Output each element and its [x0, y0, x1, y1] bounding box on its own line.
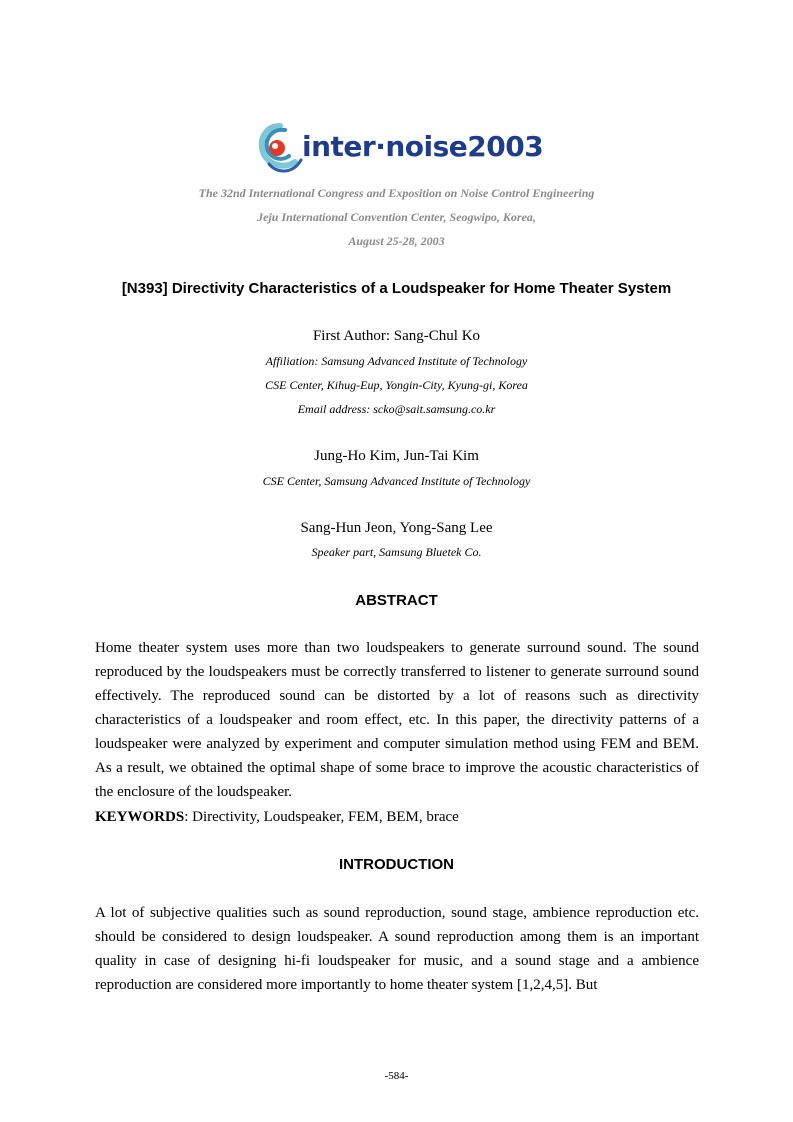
- swirl-logo-icon: [255, 120, 305, 178]
- abstract-text: Home theater system uses more than two loudspeakers to generate surround sound. The sound reproduced by the loudspeakers must be correctly transferred to listener to generate surround sound effectively. The reproduced sound can be distorted by a lot of reasons such as directivity characteristics of a loudspeaker and room effect, etc. In this paper, the directivity patterns of a loudspeaker were analyzed by experiment and computer simulation method using FEM and BEM. As a result, we obtained the optimal shape of some brace to improve the acoustic characteristics of the enclosure of the loudspeaker.: [95, 640, 699, 800]
- author-3-affiliation: Speaker part, Samsung Bluetek Co.: [311, 545, 482, 559]
- author-1-email: Email address: scko@sait.samsung.co.kr: [297, 402, 496, 416]
- conference-line-1: The 32nd International Congress and Exposition on Noise Control Engineering: [198, 186, 595, 200]
- author-1-affiliation: Affiliation: Samsung Advanced Institute of Technology: [265, 354, 528, 368]
- author-2-affiliation: CSE Center, Samsung Advanced Institute of Technology: [262, 474, 531, 488]
- author-2-name: Jung-Ho Kim, Jun-Tai Kim: [314, 448, 479, 464]
- paper-title: [N393] Directivity Characteristics of a Loudspeaker for Home Theater System: [121, 280, 672, 297]
- introduction-text: A lot of subjective qualities such as sound reproduction, sound stage, ambience reproduction etc. should be considered to design loudspeaker. A sound reproduction among them is an important quality in case of designing hi-fi loudspeaker for music, and a sound stage and a ambience reproduction are considered more importantly to home theater system [1,2,4,5]. But: [95, 905, 699, 993]
- conference-logo: [255, 120, 545, 178]
- keywords-label: KEYWORDS: [95, 809, 185, 825]
- keywords: [95, 805, 459, 829]
- author-1-name: First Author: Sang-Chul Ko: [312, 328, 481, 344]
- introduction-heading: INTRODUCTION: [339, 856, 454, 873]
- page-number: -584-: [384, 1070, 409, 1082]
- abstract-heading: ABSTRACT: [355, 592, 438, 609]
- conference-line-2: Jeju International Convention Center, Seogwipo, Korea,: [257, 210, 536, 224]
- logo-text: inter·noise2003: [302, 130, 544, 163]
- keywords-text: : Directivity, Loudspeaker, FEM, BEM, brace: [184, 809, 459, 825]
- conference-line-3: August 25-28, 2003: [348, 234, 445, 248]
- author-1-address: CSE Center, Kihug-Eup, Yongin-City, Kyung-gi, Korea: [265, 378, 528, 392]
- author-3-name: Sang-Hun Jeon, Yong-Sang Lee: [300, 520, 493, 536]
